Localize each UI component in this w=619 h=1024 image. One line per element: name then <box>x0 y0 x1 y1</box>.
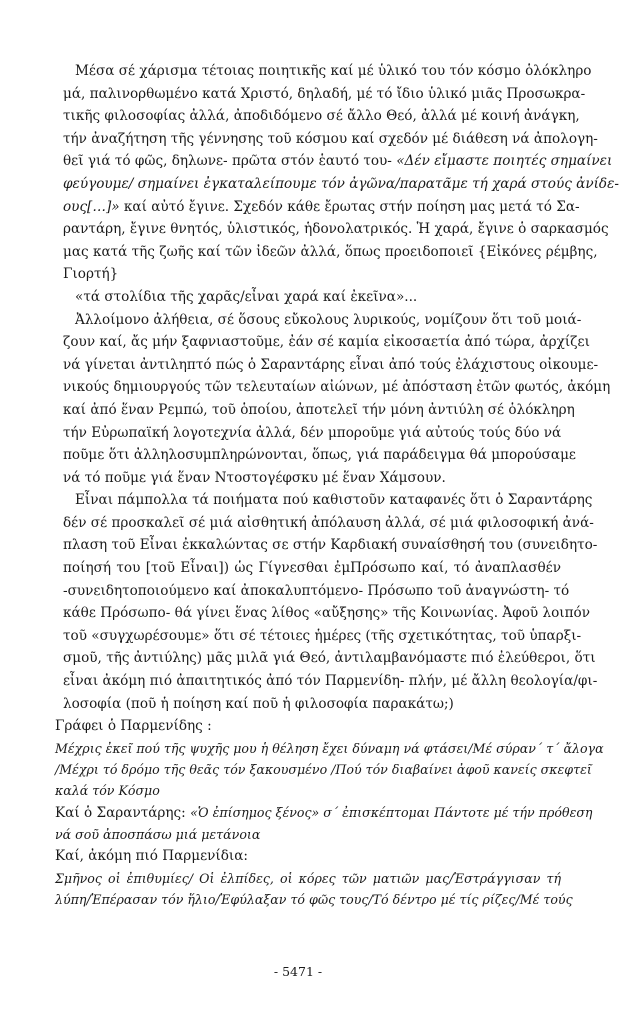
text-line: πλαση τοῦ Εἶναι ἐκκαλώντας σε στήν Καρδιακή συναίσθησή του (συνειδητο- <box>63 537 598 554</box>
text-line: τήν Εὐρωπαϊκή λογοτεχνία ἀλλά, δέν μποροῦμε γιά αὐτούς τούς δύο νά <box>63 424 562 441</box>
text-line: μας κατά τῆς ζωῆς καί τῶν ἰδεῶν ἀλλά, ὅπως προειδοποιεῖ {Εἰκόνες ρέμβης, <box>63 243 598 260</box>
text-line: κάθε Πρόσωπο- θά γίνει ἕνας λίθος «αὔξησης» τῆς Κοινωνίας. Ἀφοῦ λοιπόν <box>63 605 590 622</box>
quote-line: /Μέχρι τό δρόμο τῆς θεᾶς τόν ξακουσμένο /Πού τόν διαβαίνει ἀφοῦ κανείς σκεφτεῖ <box>55 762 592 778</box>
quote-line: Σμῆνος οἱ ἐπιθυμίες/ Οἱ ἐλπίδες, οἱ κόρες τῶν ματιῶν μας/Ἐστράγγισαν τή <box>55 871 561 887</box>
quote-line: φεύγουμε/ σημαίνει ἐγκαταλείπουμε τόν ἀγῶνα/παρατᾶμε τή χαρά στούς ἀνίδε- <box>63 175 619 192</box>
inline-quote: «Δέν εἴμαστε ποιητές σημαίνει <box>396 153 613 170</box>
quote-line: νά σοῦ ἀποσπάσω μιά μετάνοια <box>55 827 261 843</box>
text-line: εἶναι ἀκόμη πιό ἀπαιτητικός ἀπό τόν Παρμενίδη- πλήν, μέ ἄλλη θεολογία/φι- <box>63 673 598 690</box>
paragraph <box>63 60 619 309</box>
text-fragment: καί αὐτό ἔγινε. Σχεδόν κάθε ἔρωτας στήν ποίηση μας μετά τό Σα- <box>123 198 580 215</box>
text-line: λοσοφία (ποῦ ἡ ποίηση καί ποῦ ἡ φιλοσοφία παρακάτω;) <box>63 695 454 712</box>
text-line <box>63 150 613 173</box>
text-line: Μέσα σέ χάρισμα τέτοιας ποιητικῆς καί μέ ὑλικό του τόν κόσμο ὁλόκληρο <box>75 63 592 79</box>
quote-intro-label: Καί ὁ Σαραντάρης: <box>55 805 186 822</box>
verse-line: «τά στολίδια τῆς χαρᾶς/εἶναι χαρά καί ἐκεῖνα»... <box>75 288 418 305</box>
text-line: ζουν καί, ἄς μήν ξαφνιαστοῦμε, ἐάν σέ καμία εἰκοσαετία ἀπό τώρα, ἀρχίζει <box>63 334 590 351</box>
text-line: ποῦμε ὅτι ἀλληλοσυμπληρώνονται, ὅπως, γιά παράδειγμα θά μπορούσαμε <box>63 447 576 464</box>
block-quote <box>55 738 604 801</box>
inline-quote: «Ὁ ἐπίσημος ξένος» σ΄ ἐπισκέπτομαι Πάντοτε μέ τήν πρόθεση <box>190 805 593 821</box>
text-line: ποίησή του [τοῦ Εἶναι]) ὡς Γίγνεσθαι ἐμΠρόσωπο καί, τό ἀναπλασθέν <box>63 560 561 577</box>
page-number: - 5471 - <box>273 964 323 979</box>
quote-intro: Γράφει ὁ Παρμενίδης : <box>55 718 212 735</box>
page-body <box>55 60 619 910</box>
text-line: ραντάρη, ἔγινε θνητός, ὑλιστικός, ἡδονολατρικός. Ἡ χαρά, ἔγινε ὁ σαρκασμός <box>63 221 609 238</box>
text-line: νά γίνεται ἀντιληπτό πώς ὁ Σαραντάρης εἶναι ἀπό τούς ἐλάχιστους οἰκουμε- <box>63 356 599 373</box>
text-line: νικούς δημιουργούς τῶν τελευταίων αἰώνων, μέ ἀπόσταση ἐτῶν φωτός, ἀκόμη <box>63 379 611 396</box>
quote-line: Μέχρις ἐκεῖ πού τῆς ψυχῆς μου ἡ θέληση ἔχει δύναμη νά φτάσει/Μέ σύραν΄ τ΄ ἄλογα <box>55 741 604 757</box>
inline-quote: ους[…]» <box>63 198 120 215</box>
text-line: τήν ἀναζήτηση τῆς γέννησης τοῦ κόσμου καί σχεδόν μέ διάθεση νά ἀπολογη- <box>63 130 598 147</box>
block-quote <box>55 868 573 910</box>
quote-intro: Καί, ἀκόμη πιό Παρμενίδια: <box>55 848 249 865</box>
text-line: δέν σέ προσκαλεῖ σέ μιά αἰσθητική ἀπόλαυση ἀλλά, σέ μιά φιλοσοφική ἀνά- <box>63 514 594 531</box>
paragraph <box>63 489 598 715</box>
quote-line: λύπη/Ἐπέρασαν τόν ἥλιο/Ἐφύλαξαν τό φῶς τους/Τό δέντρο μέ τίς ρίζες/Μέ τούς <box>55 892 573 908</box>
text-line: νά τό ποῦμε γιά ἕναν Ντοστογέφσκυ μέ ἕναν Χάμσουν. <box>63 469 446 486</box>
text-line: -συνειδητοποιούμενο καί ἀποκαλυπτόμενο- Πρόσωπο τοῦ ἀναγνώστη- τό <box>63 582 570 599</box>
quote-line: καλά τόν Κόσμο <box>55 783 160 799</box>
text-line: τοῦ «συγχωρέσουμε» ὅτι σέ τέτοιες ἡμέρες (τῆς σχετικότητας, τοῦ ὑπαρξι- <box>63 627 582 644</box>
text-line: Γιορτή} <box>63 266 119 283</box>
text-line: τικῆς φιλοσοφίας ἀλλά, ἀποδιδόμενο σέ ἄλλο Θεό, ἀλλά μέ κοινή ἀνάγκη, <box>63 108 580 125</box>
text-line <box>63 196 580 219</box>
text-line: μά, παλινορθωμένο κατά Χριστό, δηλαδή, μέ τό ἴδιο ὑλικό μιᾶς Προσωκρα- <box>63 85 586 102</box>
text-fragment: θεῖ γιά τό φῶς, δηλωνε- πρῶτα στόν ἑαυτό του- <box>63 153 392 170</box>
text-line: Εἶναι πάμπολλα τά ποιήματα πού καθιστοῦν καταφανές ὅτι ὁ Σαραντάρης <box>75 492 593 509</box>
text-line: σμοῦ, τῆς ἀντιύλης) μᾶς μιλᾶ γιά Θεό, ἀντιλαμβανόμαστε πιό ἐλεύθεροι, ὅτι <box>63 650 596 667</box>
paragraph <box>63 309 611 490</box>
text-line: Ἀλλοίμονο ἀλήθεια, σέ ὅσους εὔκολους λυρικούς, νομίζουν ὅτι τοῦ μοιά- <box>75 311 582 328</box>
quote-intro <box>55 801 593 824</box>
text-line: καί ἀπό ἕναν Ρεμπώ, τοῦ ὁποίου, ἀποτελεῖ τήν μόνη ἀντιύλη σέ ὁλόκληρη <box>63 401 575 418</box>
